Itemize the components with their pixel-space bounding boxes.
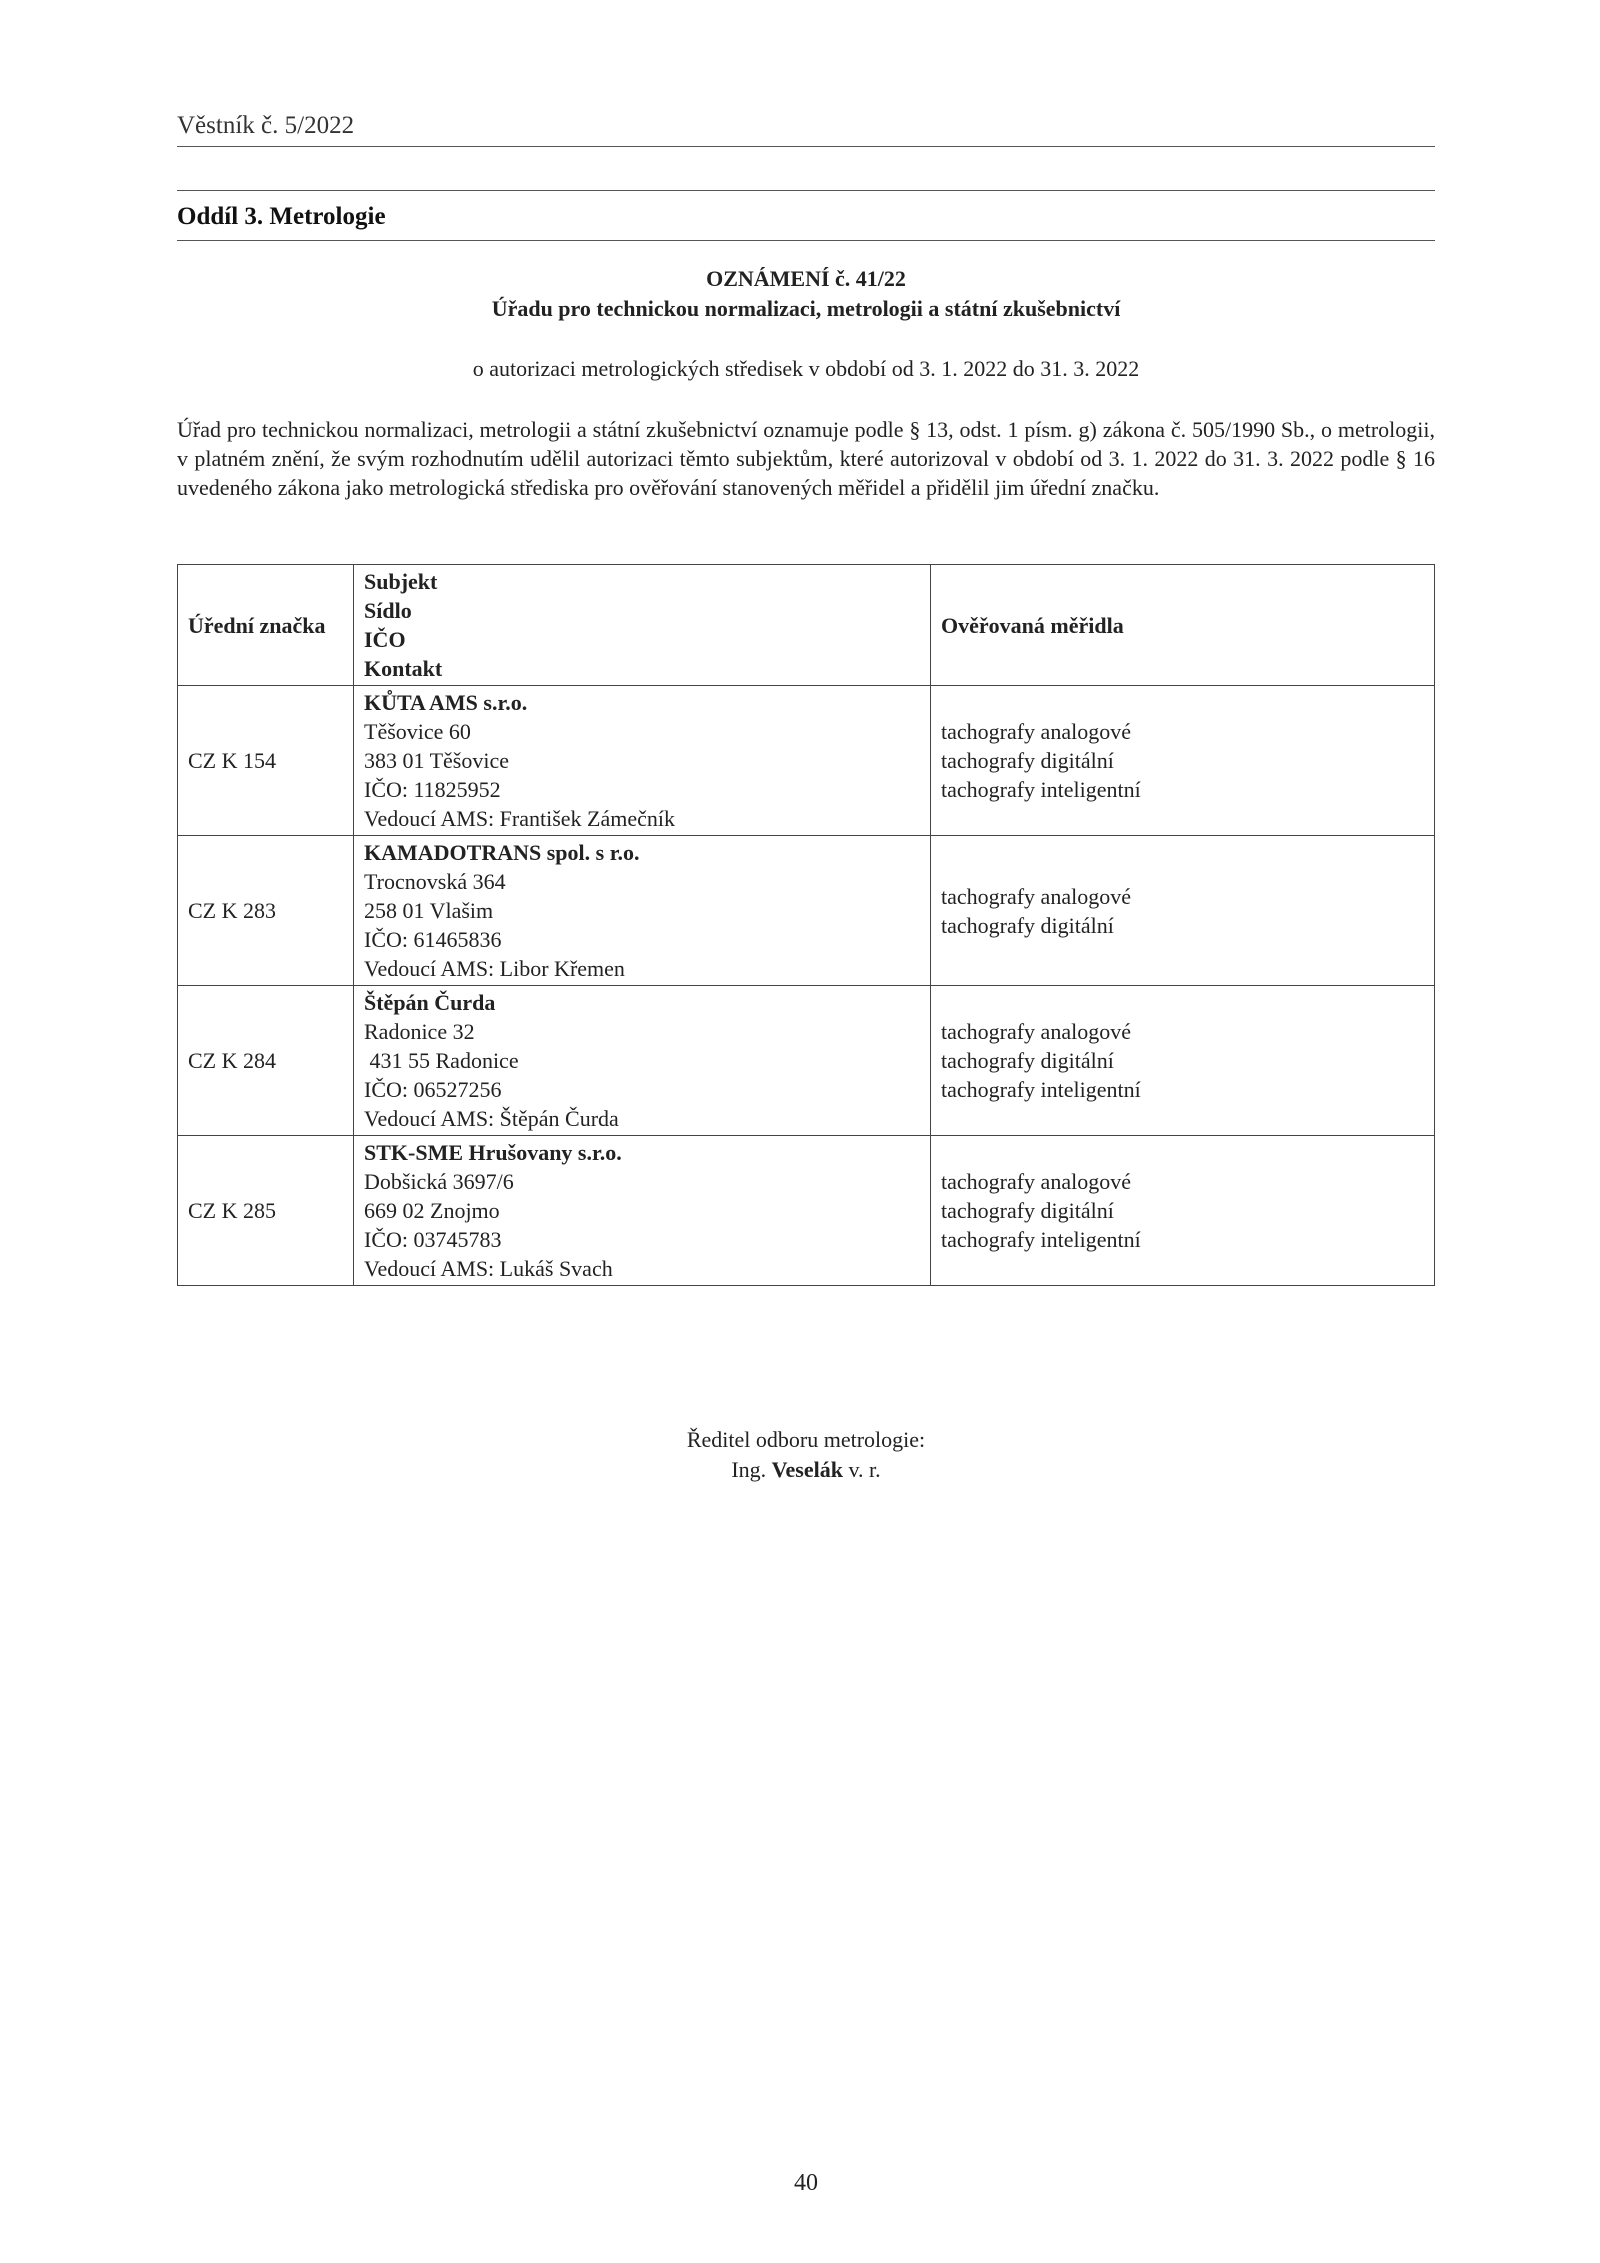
subject-street: Radonice 32	[364, 1019, 475, 1044]
signature-name: Veselák	[771, 1457, 843, 1482]
signature-line	[177, 1455, 1435, 1485]
cell-subject	[354, 836, 931, 986]
signature-prefix: Ing.	[731, 1457, 772, 1482]
cell-instruments	[931, 1136, 1435, 1286]
cell-instruments	[931, 836, 1435, 986]
instrument-item: tachografy analogové	[941, 1169, 1131, 1194]
subject-city: 258 01 Vlašim	[364, 898, 494, 923]
journal-header: Věstník č. 5/2022	[177, 112, 355, 139]
subject-name: KŮTA AMS s.r.o.	[364, 690, 528, 715]
header-instruments: Ověřovaná měřidla	[931, 565, 1435, 686]
table-row	[178, 1136, 1435, 1286]
subject-ico: IČO: 06527256	[364, 1077, 502, 1102]
header-mark: Úřední značka	[178, 565, 354, 686]
instrument-item: tachografy inteligentní	[941, 777, 1141, 802]
instrument-item: tachografy analogové	[941, 883, 1131, 909]
intro-paragraph: Úřad pro technickou normalizaci, metrologii a státní zkušebnictví oznamuje podle § 13, odst. 1 písm. g) zákona č. 505/1990 Sb., o metrologii, v platném znění, že svým rozhodnutím udělil autorizaci těmto subjektům, které autorizoval v období od 3. 1. 2022 do 31. 3. 2022 podle § 16 uvedeného zákona jako metrologická střediska pro ověřování stanovených měřidel a přidělil jim úřední značku.	[177, 417, 1435, 500]
subject-contact: Vedoucí AMS: Štěpán Čurda	[364, 1106, 619, 1131]
instrument-item: tachografy analogové	[941, 719, 1131, 744]
signature-role: Ředitel odboru metrologie:	[686, 1427, 926, 1452]
signature-suffix: v. r.	[842, 1457, 881, 1482]
signature-block	[177, 1425, 1435, 1485]
cell-mark: CZ K 283	[178, 836, 354, 986]
subject-contact: Vedoucí AMS: Libor Křemen	[364, 956, 625, 981]
header-rule	[177, 146, 1435, 147]
header-ico-line: IČO	[364, 627, 406, 652]
subject-ico: IČO: 03745783	[364, 1227, 502, 1252]
table-row	[178, 836, 1435, 986]
registry-table	[177, 564, 1435, 1286]
subject-name: Štěpán Čurda	[364, 990, 496, 1015]
cell-subject	[354, 686, 931, 836]
subject-ico: IČO: 11825952	[364, 777, 501, 802]
subject-city: 669 02 Znojmo	[364, 1198, 500, 1223]
subject-contact: Vedoucí AMS: Lukáš Svach	[364, 1256, 613, 1281]
table-row	[178, 986, 1435, 1136]
header-subject	[354, 565, 931, 686]
cell-subject	[354, 1136, 931, 1286]
instrument-item: tachografy digitální	[941, 748, 1114, 773]
subject-name: STK-SME Hrušovany s.r.o.	[364, 1140, 622, 1165]
cell-instruments	[931, 686, 1435, 836]
subject-street: Těšovice 60	[364, 719, 471, 744]
instrument-item: tachografy digitální	[941, 1048, 1114, 1073]
subject-ico: IČO: 61465836	[364, 927, 502, 952]
subject-city: 383 01 Těšovice	[364, 748, 510, 773]
header-subject-line: Subjekt	[364, 569, 438, 594]
section-title: Oddíl 3. Metrologie	[177, 203, 386, 230]
instrument-item: tachografy inteligentní	[941, 1227, 1141, 1252]
cell-mark: CZ K 154	[178, 686, 354, 836]
subject-street: Trocnovská 364	[364, 869, 506, 894]
instrument-item: tachografy digitální	[941, 912, 1114, 938]
table-body	[178, 686, 1435, 1286]
cell-instruments	[931, 986, 1435, 1136]
subject-street: Dobšická 3697/6	[364, 1169, 514, 1194]
section-top-rule	[177, 190, 1435, 191]
cell-subject	[354, 986, 931, 1136]
subject-contact: Vedoucí AMS: František Zámečník	[364, 806, 676, 831]
cell-mark: CZ K 285	[178, 1136, 354, 1286]
table-header-row	[178, 565, 1435, 686]
cell-mark: CZ K 284	[178, 986, 354, 1136]
table-row	[178, 686, 1435, 836]
instrument-item: tachografy analogové	[941, 1019, 1131, 1044]
header-contact-line: Kontakt	[364, 656, 443, 681]
notice-authority: Úřadu pro technickou normalizaci, metrologii a státní zkušebnictví	[491, 296, 1121, 321]
instrument-item: tachografy digitální	[941, 1198, 1114, 1223]
header-seat-line: Sídlo	[364, 598, 412, 623]
section-bottom-rule	[177, 240, 1435, 241]
subject-name: KAMADOTRANS spol. s r.o.	[364, 840, 640, 865]
page-number: 40	[794, 2170, 818, 2196]
notice-subject: o autorizaci metrologických středisek v období od 3. 1. 2022 do 31. 3. 2022	[472, 356, 1140, 381]
instrument-item: tachografy inteligentní	[941, 1077, 1141, 1102]
subject-city: 431 55 Radonice	[364, 1048, 519, 1073]
notice-number: OZNÁMENÍ č. 41/22	[706, 266, 906, 291]
